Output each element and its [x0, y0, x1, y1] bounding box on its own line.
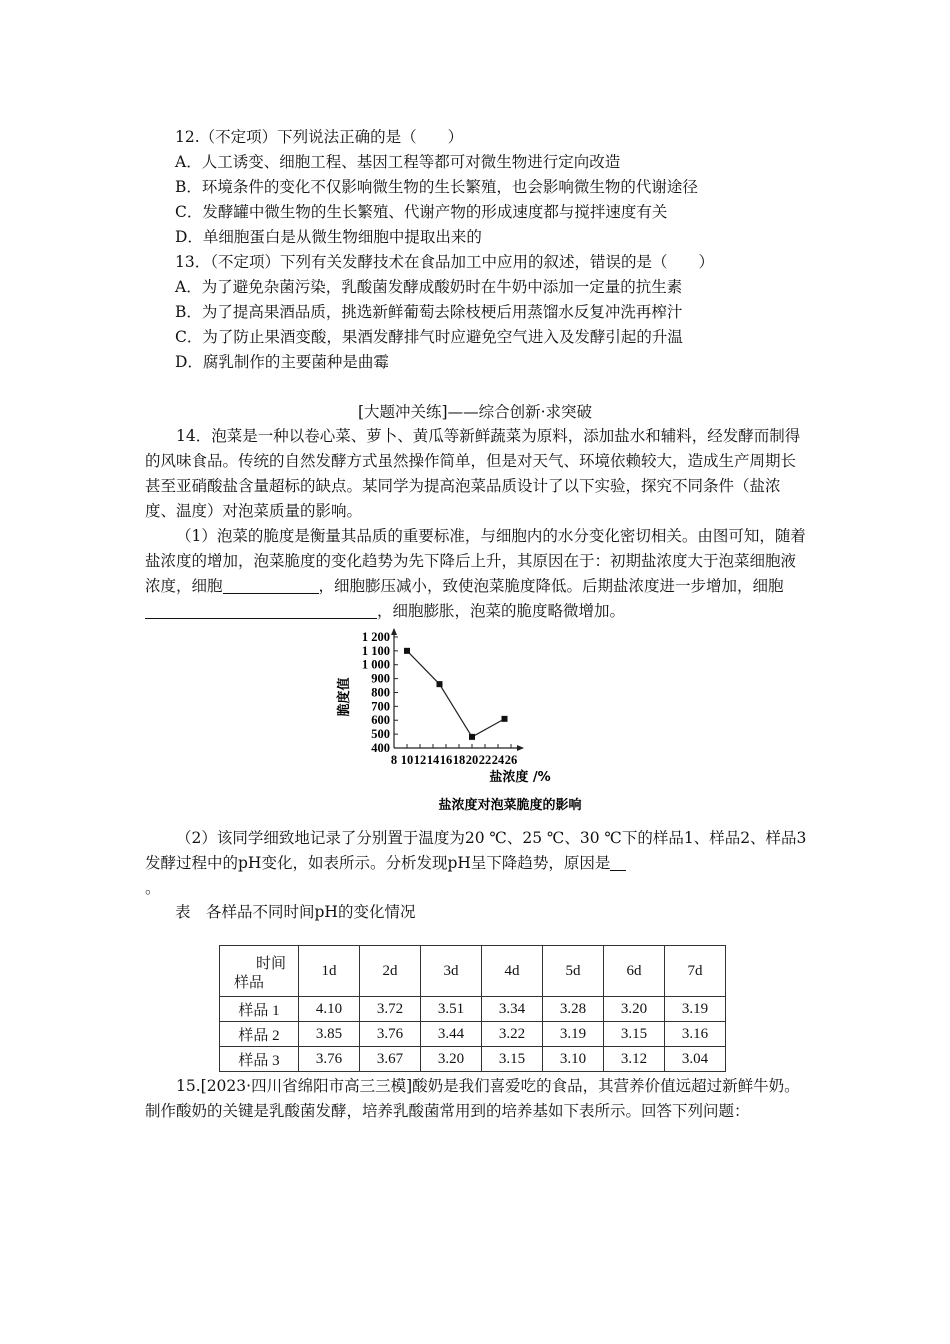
column-header: 2d [360, 946, 421, 997]
y-tick-label: 900 [371, 671, 390, 686]
answer-blank-2[interactable] [145, 602, 377, 619]
column-header: 7d [665, 946, 726, 997]
corner-time-label: 时间 [255, 956, 286, 972]
column-header: 4d [482, 946, 543, 997]
x-tick-label: 26 [504, 753, 518, 767]
x-axis-arrow [517, 745, 524, 751]
y-tick-label: 1 200 [361, 629, 390, 644]
x-tick-label: 14 [426, 753, 440, 767]
data-point [437, 681, 443, 687]
x-tick-label: 10 [400, 753, 414, 767]
row-label: 样品 1 [220, 997, 299, 1022]
q14-part2-text-b: 。 [145, 879, 161, 897]
q13-option-d: D．腐乳制作的主要菌种是曲霉 [175, 353, 389, 371]
table-cell: 3.19 [543, 1022, 604, 1047]
corner-sample-label: 样品 [234, 975, 265, 991]
x-tick-label: 16 [439, 753, 453, 767]
table-cell: 4.10 [299, 997, 360, 1022]
y-tick-label: 500 [371, 727, 390, 742]
data-point [502, 716, 508, 722]
chart-series [404, 648, 508, 740]
table-row [220, 1047, 726, 1072]
table-row [220, 1022, 726, 1047]
row-label: 样品 3 [220, 1047, 299, 1072]
q13-option-a: A．为了避免杂菌污染，乳酸菌发酵成酸奶时在牛奶中添加一定量的抗生素 [175, 278, 683, 296]
table-cell: 3.22 [482, 1022, 543, 1047]
y-tick-label: 1 000 [361, 657, 390, 672]
table-cell: 3.15 [604, 1022, 665, 1047]
q13-option-b: B．为了提高果酒品质，挑选新鲜葡萄去除枝梗后用蒸馏水反复冲洗再榨汁 [175, 303, 683, 321]
data-point [404, 648, 410, 654]
q12-option-b: B．环境条件的变化不仅影响微生物的生长繁殖，也会影响微生物的代谢途径 [175, 178, 698, 196]
x-tick-label: 18 [452, 753, 466, 767]
q14-part1-text-a: （1）泡菜的脆度是衡量其品质的重要标准，与细胞内的水分变化密切相关。由图可知，随着盐浓度的增加，泡菜脆度的变化趋势为先下降后上升，其原因在于：初期盐浓度大于泡菜细胞液浓度，细胞 [145, 527, 806, 595]
q14-part1 [145, 524, 810, 624]
y-tick-label: 400 [371, 741, 390, 755]
q15-body: 酸奶是我们喜爱吃的食品，其营养价值远超过新鲜牛奶。制作酸奶的关键是乳酸菌发酵，培养乳酸菌常用到的培养基如下表所示。回答下列问题： [145, 1077, 800, 1120]
table-cell: 3.51 [421, 997, 482, 1022]
column-header: 3d [421, 946, 482, 997]
table-cell: 3.20 [421, 1047, 482, 1072]
chart-title: 盐浓度对泡菜脆度的影响 [438, 798, 582, 813]
table-cell: 3.10 [543, 1047, 604, 1072]
salt-crispness-chart [330, 627, 660, 817]
y-axis-arrow [391, 628, 397, 635]
chart-y-label: 脆度值 [337, 677, 352, 717]
ph-table [219, 945, 726, 1072]
table-cell: 3.19 [665, 997, 726, 1022]
table-row [220, 997, 726, 1022]
q14-intro: 14．泡菜是一种以卷心菜、萝卜、黄瓜等新鲜蔬菜为原料，添加盐水和辅料，经发酵而制得的风味食品。传统的自然发酵方式虽然操作简单，但是对天气、环境依赖较大，造成生产周期长甚至亚硝酸盐含量超标的缺点。某同学为提高泡菜品质设计了以下实验，探究不同条件（盐浓度、温度）对泡菜质量的影响。 [145, 427, 801, 520]
y-tick-label: 600 [371, 713, 390, 728]
q12-stem: 12.（不定项）下列说法正确的是（ ） [175, 128, 464, 146]
x-tick-label: 8 [390, 753, 398, 767]
answer-blank-3[interactable] [610, 854, 626, 871]
table-cell: 3.85 [299, 1022, 360, 1047]
y-tick-label: 1 100 [361, 643, 390, 658]
table-cell: 3.34 [482, 997, 543, 1022]
column-header: 5d [543, 946, 604, 997]
x-tick-label: 20 [465, 753, 479, 767]
table-cell: 3.76 [360, 1022, 421, 1047]
chart-axes [391, 628, 524, 751]
x-tick-label: 24 [491, 753, 505, 767]
q13-option-c: C．为了防止果酒变酸，果酒发酵排气时应避免空气进入及发酵引起的升温 [175, 328, 683, 346]
table-header-row [220, 946, 726, 997]
q14-part2-text-a: （2）该同学细致地记录了分别置于温度为20 ℃、25 ℃、30 ℃下的样品1、样品2、样品3发酵过程中的pH变化，如表所示。分析发现pH呈下降趋势，原因是 [145, 829, 807, 872]
y-tick-label: 800 [371, 685, 390, 700]
section-title: [大题冲关练]——综合创新·求突破 [357, 403, 593, 421]
table-corner-cell [220, 946, 299, 997]
y-tick-label: 700 [371, 699, 390, 714]
table-cell: 3.44 [421, 1022, 482, 1047]
table-cell: 3.28 [543, 997, 604, 1022]
table-cell: 3.04 [665, 1047, 726, 1072]
data-point [469, 734, 475, 740]
q12-option-d: D．单细胞蛋白是从微生物细胞中提取出来的 [175, 228, 482, 246]
q13-stem: 13．（不定项）下列有关发酵技术在食品加工中应用的叙述，错误的是（ ） [175, 253, 714, 271]
table-cell: 3.15 [482, 1047, 543, 1072]
q12-option-c: C．发酵罐中微生物的生长繁殖、代谢产物的形成速度都与搅拌速度有关 [175, 203, 668, 221]
x-tick-label: 22 [478, 753, 492, 767]
q15-text [145, 1074, 810, 1124]
q14-part1-text-c: ，细胞膨胀，泡菜的脆度略微增加。 [377, 602, 626, 620]
q15-source: 15.[2023·四川省绵阳市高三三模] [176, 1077, 413, 1095]
table-cell: 3.76 [299, 1047, 360, 1072]
table-title: 表 各样品不同时间pH的变化情况 [175, 903, 416, 921]
answer-blank-1[interactable] [223, 577, 319, 594]
chart-x-label: 盐浓度 /% [489, 770, 551, 785]
table-cell: 3.12 [604, 1047, 665, 1072]
q12-option-a: A．人工诱变、细胞工程、基因工程等都可对微生物进行定向改造 [175, 153, 621, 171]
row-label: 样品 2 [220, 1022, 299, 1047]
x-tick-label: 12 [413, 753, 427, 767]
table-cell: 3.67 [360, 1047, 421, 1072]
column-header: 6d [604, 946, 665, 997]
series-line [407, 651, 505, 737]
q14-part1-text-b: ，细胞膨压减小，致使泡菜脆度降低。后期盐浓度进一步增加，细胞 [318, 577, 784, 595]
chart-y-ticks [362, 630, 398, 755]
table-cell: 3.72 [360, 997, 421, 1022]
q14-part2 [145, 826, 810, 901]
table-cell: 3.20 [604, 997, 665, 1022]
table-cell: 3.16 [665, 1022, 726, 1047]
column-header: 1d [299, 946, 360, 997]
